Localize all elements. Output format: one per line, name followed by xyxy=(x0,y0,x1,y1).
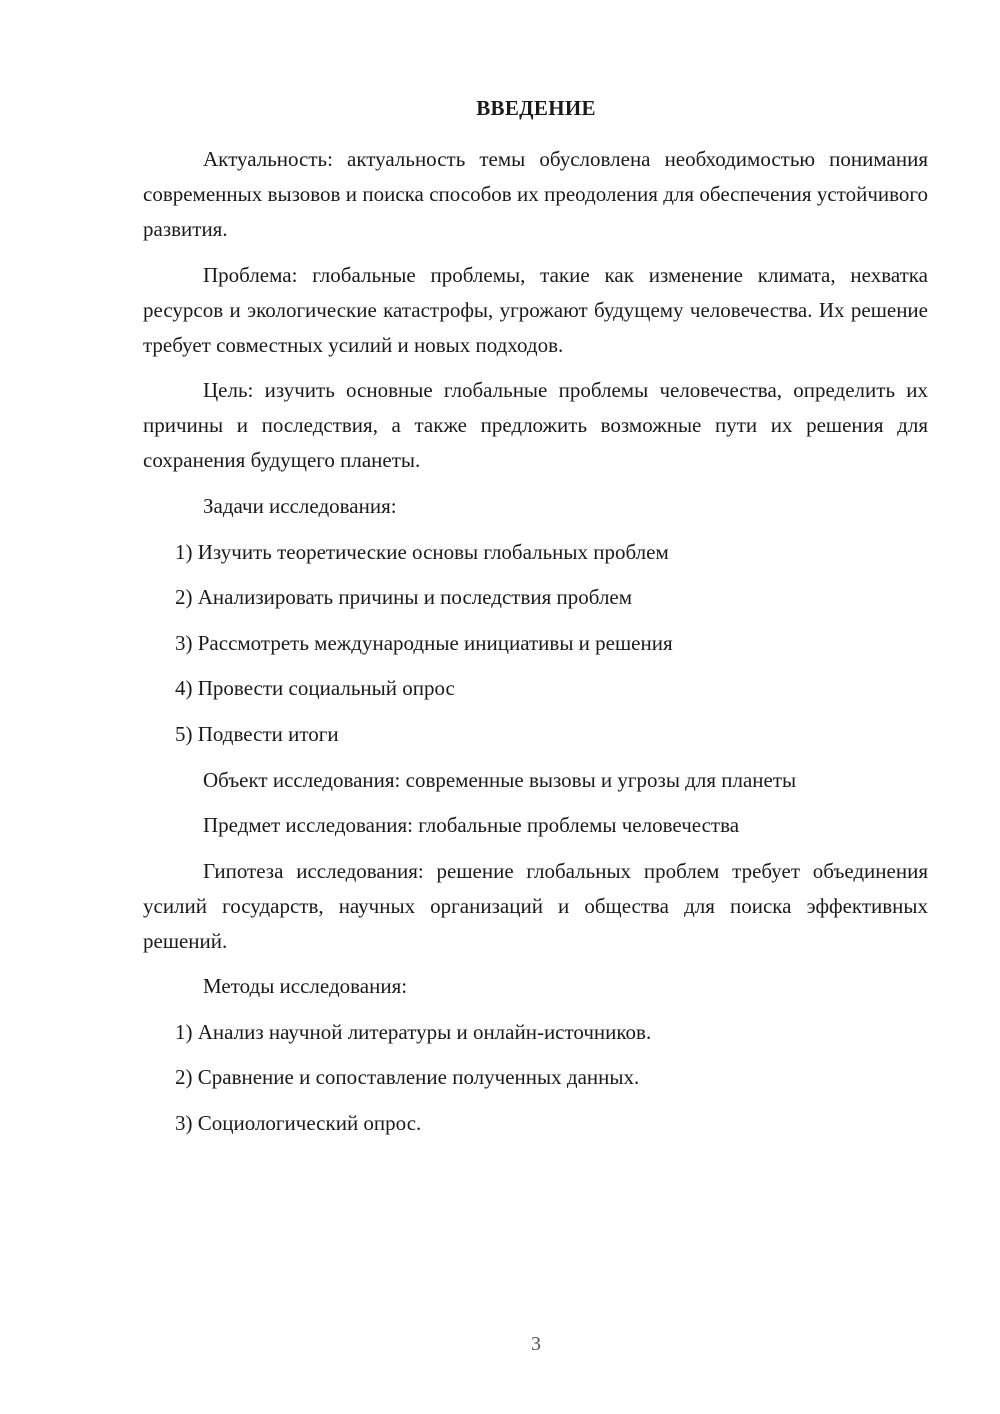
paragraph-problem: Проблема: глобальные проблемы, такие как изменение климата, нехватка ресурсов и экологические катастрофы, угрожают будущему человечества. Их решение требует совместных усилий и новых подходов. xyxy=(143,263,928,357)
task-item: 1) Изучить теоретические основы глобальных проблем xyxy=(175,540,669,564)
paragraph-hypothesis: Гипотеза исследования: решение глобальных проблем требует объединения усилий государств, научных организаций и общества для поиска эффективных решений. xyxy=(143,859,928,953)
task-item: 3) Рассмотреть международные инициативы и решения xyxy=(175,631,673,655)
task-item: 2) Анализировать причины и последствия проблем xyxy=(175,585,633,609)
task-item: 5) Подвести итоги xyxy=(175,722,339,746)
method-item: 2) Сравнение и сопоставление полученных данных. xyxy=(175,1065,640,1089)
paragraph-relevance: Актуальность: актуальность темы обусловлена необходимостью понимания современных вызовов и поиска способов их преодоления для обеспечения устойчивого развития. xyxy=(143,147,928,241)
paragraph-object: Объект исследования: современные вызовы и угрозы для планеты xyxy=(203,768,797,792)
method-item: 1) Анализ научной литературы и онлайн-источников. xyxy=(175,1020,652,1044)
methods-heading: Методы исследования: xyxy=(203,974,408,998)
paragraph-subject: Предмет исследования: глобальные проблемы человечества xyxy=(203,813,740,837)
task-item: 4) Провести социальный опрос xyxy=(175,676,455,700)
page-number: 3 xyxy=(531,1333,541,1355)
method-item: 3) Социологический опрос. xyxy=(175,1111,422,1135)
tasks-heading: Задачи исследования: xyxy=(203,494,397,518)
page-title: ВВЕДЕНИЕ xyxy=(476,96,596,120)
paragraph-goal: Цель: изучить основные глобальные проблемы человечества, определить их причины и последствия, а также предложить возможные пути их решения для сохранения будущего планеты. xyxy=(143,378,928,472)
